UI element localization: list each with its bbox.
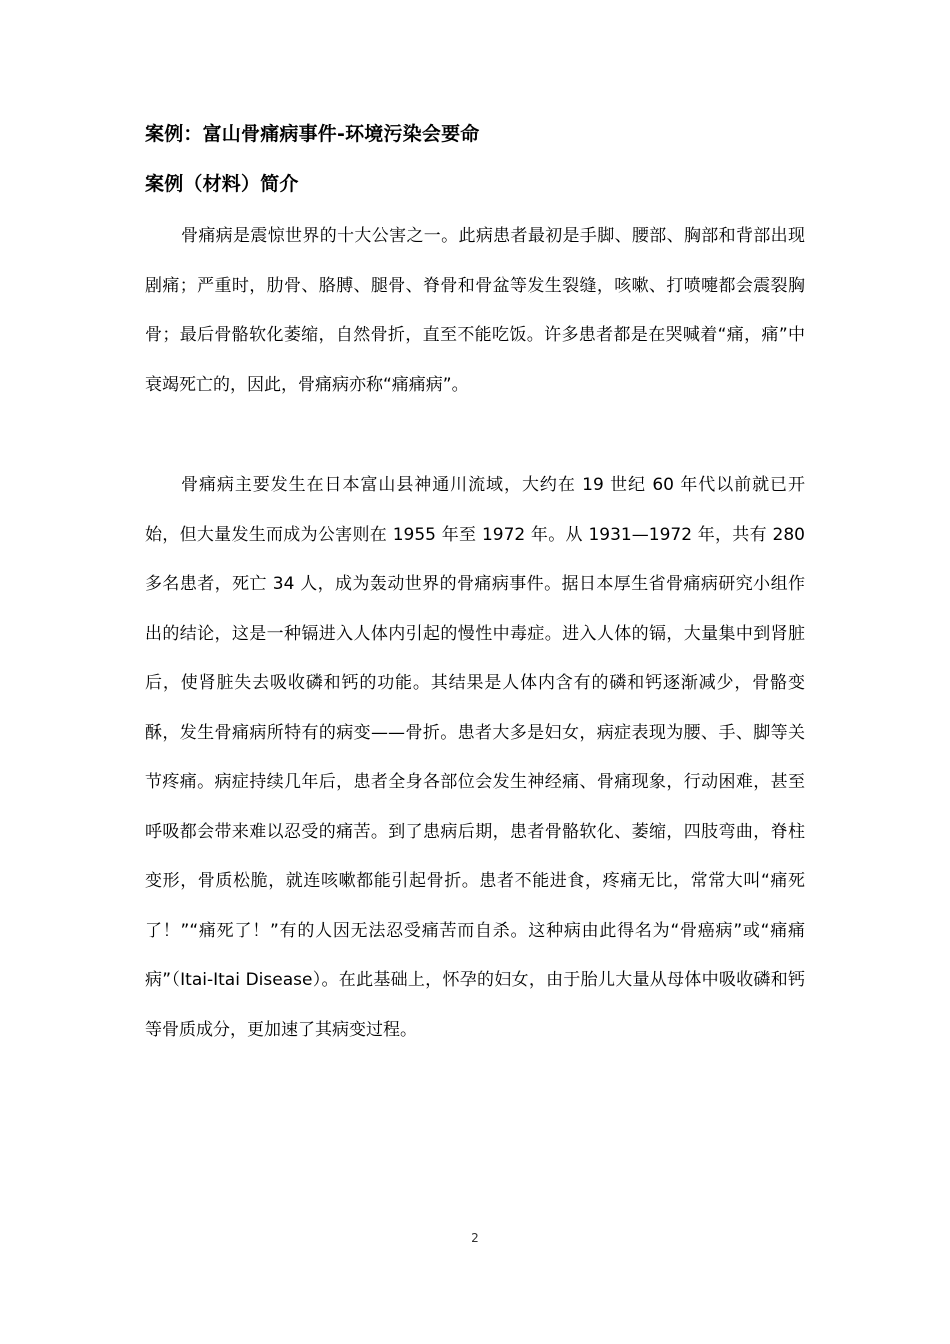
section-heading: 案例（材料）简介 [145,173,299,195]
body-paragraph-1: 骨痛病是震惊世界的十大公害之一。此病患者最初是手脚、腰部、胸部和背部出现剧痛；严重时，肋骨、胳膊、腿骨、脊骨和骨盆等发生裂缝，咳嗽、打喷嚏都会震裂胸骨；最后骨骼软化萎缩，自然骨折，直至不能吃饭。许多患者都是在哭喊着“痛，痛”中衰竭死亡的，因此，骨痛病亦称“痛痛病”。 [145,226,805,395]
document-title: 案例：富山骨痛病事件-环境污染会要命 [145,123,480,145]
page-number: 2 [471,1231,479,1245]
body-paragraph-2: 骨痛病主要发生在日本富山县神通川流域，大约在 19 世纪 60 年代以前就已开始，但大量发生而成为公害则在 1955 年至 1972 年。从 1931—1972 年，共有 280 多名患者，死亡 34 人，成为轰动世界的骨痛病事件。据日本厚生省骨痛病研究小组作出的结论，这是一种镉进入人体内引起的慢性中毒症。进入人体的镉，大量集中到肾脏后，使肾脏失去吸收磷和钙的功能。其结果是人体内含有的磷和钙逐渐减少，骨骼变酥，发生骨痛病所特有的病变——骨折。患者大多是妇女，病症表现为腰、手、脚等关节疼痛。病症持续几年后，患者全身各部位会发生神经痛、骨痛现象，行动困难，甚至呼吸都会带来难以忍受的痛苦。到了患病后期，患者骨骼软化、萎缩，四肢弯曲，脊柱变形，骨质松脆，就连咳嗽都能引起骨折。患者不能进食，疼痛无比，常常大叫“痛死了！”“痛死了！”有的人因无法忍受痛苦而自杀。这种病由此得名为“骨癌病”或“痛痛病”（Itai-Itai Disease）。在此基础上，怀孕的妇女，由于胎儿大量从母体中吸收磷和钙等骨质成分，更加速了其病变过程。 [145,475,805,1040]
